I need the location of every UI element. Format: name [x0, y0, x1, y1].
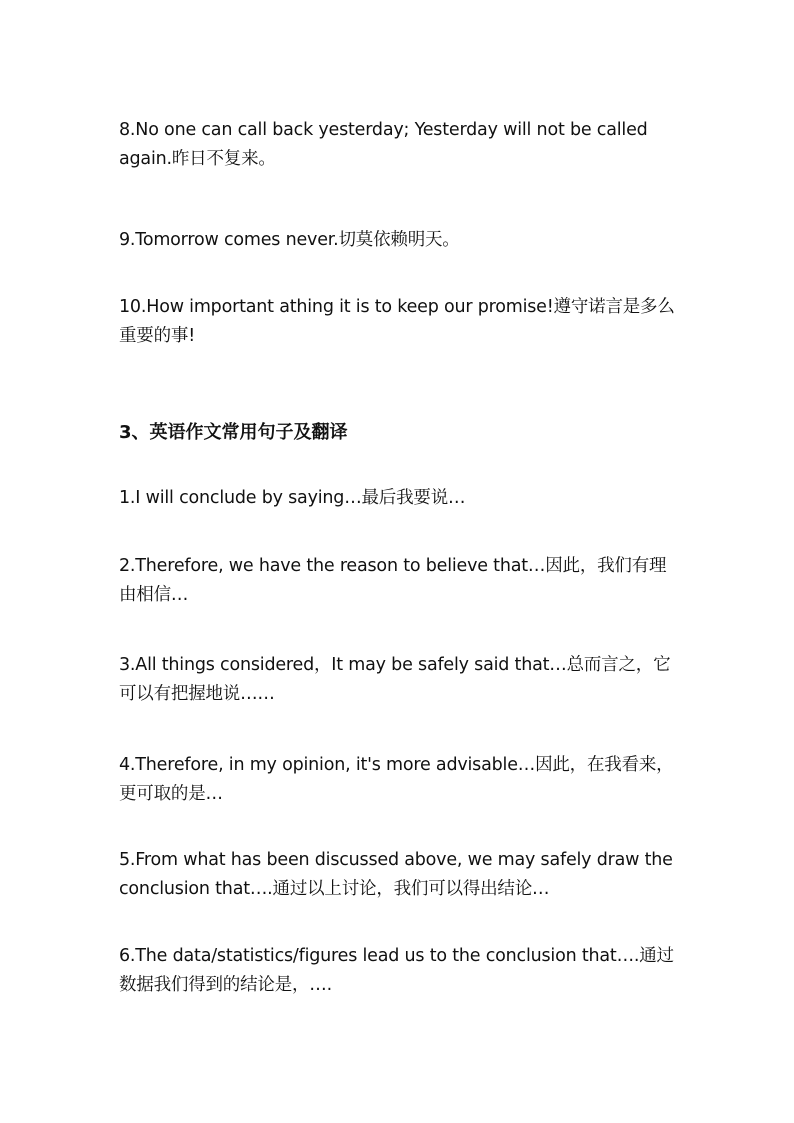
phrase-line: 由相信… [119, 585, 189, 605]
sentence-line: 重要的事! [119, 326, 196, 346]
sentence-10 [119, 293, 679, 351]
phrase-1 [119, 484, 679, 513]
phrase-2 [119, 552, 679, 610]
phrase-6 [119, 942, 679, 1000]
phrase-4 [119, 751, 679, 809]
phrase-line: 2.Therefore, we have the reason to believe that…因此，我们有理 [119, 556, 667, 576]
sentence-8 [119, 116, 679, 174]
phrase-line: 4.Therefore, in my opinion, it's more advisable…因此，在我看来， [119, 755, 674, 775]
phrase-line: 可以有把握地说…… [119, 684, 275, 704]
sentence-line: 9.Tomorrow comes never.切莫依赖明天。 [119, 230, 460, 250]
phrase-5 [119, 846, 679, 904]
phrase-line: 5.From what has been discussed above, we may safely draw the [119, 850, 673, 870]
sentence-line: 10.How important athing it is to keep our promise!遵守诺言是多么 [119, 297, 675, 317]
sentence-line: again.昨日不复来。 [119, 149, 276, 169]
phrase-line: conclusion that….通过以上讨论，我们可以得出结论… [119, 879, 550, 899]
phrase-3 [119, 651, 679, 709]
phrase-line: 3.All things considered，It may be safely said that…总而言之，它 [119, 655, 671, 675]
phrase-line: 1.I will conclude by saying…最后我要说… [119, 488, 466, 508]
phrase-line: 数据我们得到的结论是，…. [119, 975, 332, 995]
section-heading: 3、英语作文常用句子及翻译 [119, 422, 348, 443]
sentence-line: 8.No one can call back yesterday; Yesterday will not be called [119, 120, 648, 140]
phrase-line: 6.The data/statistics/figures lead us to the conclusion that….通过 [119, 946, 674, 966]
sentence-9 [119, 226, 679, 255]
phrase-line: 更可取的是… [119, 784, 223, 804]
